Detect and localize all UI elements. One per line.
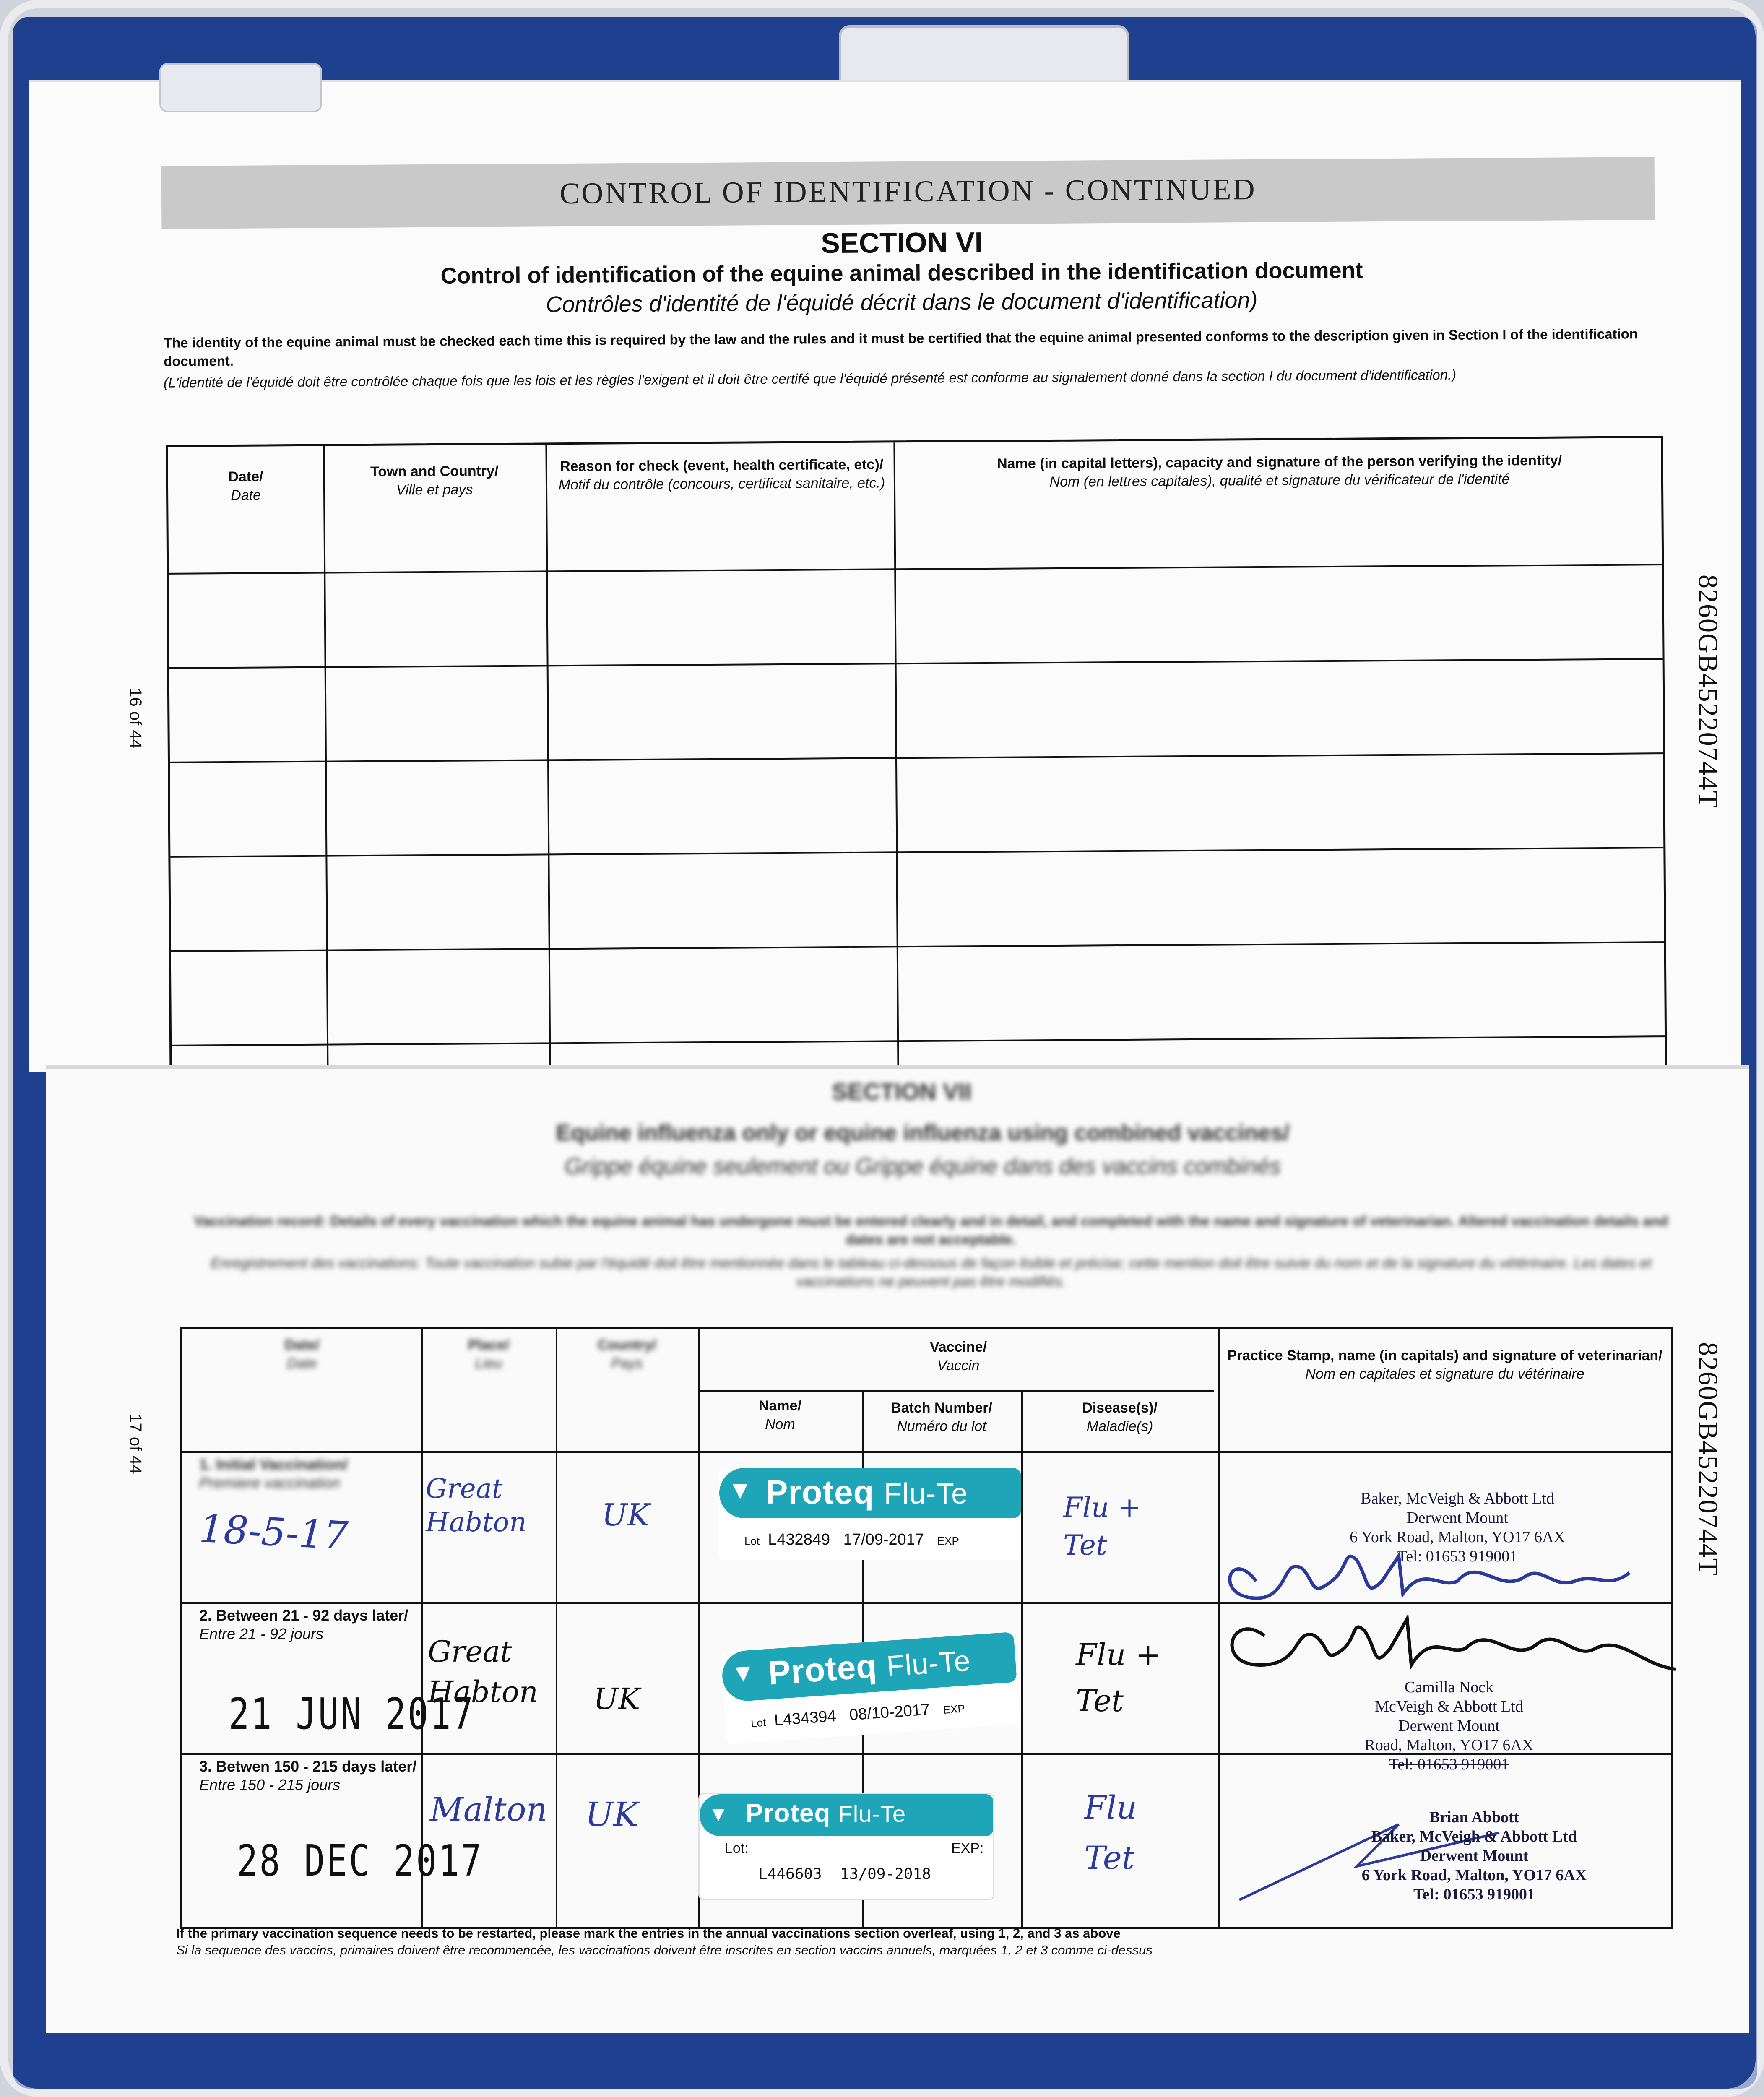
drop-icon: ▼ <box>708 1802 729 1826</box>
row3-place: Malton <box>430 1791 547 1829</box>
page-number-16: 16 of 44 <box>126 688 145 749</box>
page-tab <box>159 63 322 112</box>
col-reason: Reason for check (event, health certificate, etc)/ Motif du contrôle (concours, certificat sanitaire, etc.) <box>558 456 885 493</box>
section-title: SECTION VI <box>821 226 983 260</box>
row3-disease: Flu Tet <box>1084 1789 1137 1876</box>
sticker-lot: L446603 13/09-2018 <box>758 1865 931 1883</box>
row2-date: 21 JUN 2017 <box>229 1689 475 1739</box>
row2-place: Great Habton <box>428 1634 538 1709</box>
col-town: Town and Country/ Ville et pays <box>370 463 499 498</box>
header-band <box>161 157 1655 229</box>
sticker-lot: Lot L432849 17/09-2017 EXP <box>744 1531 959 1548</box>
sticker-brand: Proteq Flu-Te <box>765 1473 968 1511</box>
intro-en: The identity of the equine animal must be checked each time this is required by the law and the rules and it must be certified that the equine animal presented conforms to the description given in Section I of the identification document. <box>163 326 1638 369</box>
drop-icon: ▼ <box>729 1658 757 1688</box>
row1-disease: Flu + Tet <box>1063 1491 1141 1561</box>
row2-signature <box>1206 1602 1692 1686</box>
identification-table <box>166 436 1667 1082</box>
vacc-intro-fr: Enregistrement des vaccinations: Toute vaccination subie par l'équidé doit être mentionnée dans le tableau ci-dessous de façon lisible et précise; cette mention doit être suivie du nom et de la signature du vétérinaire. Les dates et vaccinations ne peuvent pas être modifiés. <box>211 1255 1652 1290</box>
sticker-exp-label: EXP: <box>951 1840 984 1856</box>
col-vaccine: Vaccine/ Vaccin <box>929 1339 987 1374</box>
row2-label: 2. Between 21 - 92 days later/ Entre 21 - 92 jours <box>199 1607 408 1642</box>
vacc-title-fr: Grippe équine seulement ou Grippe équine dans des vaccins combinés <box>564 1154 1281 1179</box>
row1-place: Great Habton <box>426 1473 527 1538</box>
col-vacc-country: Country/ Pays <box>598 1337 656 1371</box>
title-en: Control of identification of the equine animal described in the identification document <box>440 258 1363 289</box>
row1-date: 18-5-17 <box>198 1506 349 1559</box>
col-vacc-place: Place/ Lieu <box>468 1337 510 1371</box>
row2-stamp: Camilla Nock McVeigh & Abbott Ltd Derwent Mount Road, Malton, YO17 6AX Tel: 01653 919001 <box>1364 1678 1534 1773</box>
vacc-title-en: Equine influenza only or equine influenza using combined vaccines/ <box>556 1120 1290 1145</box>
band-title: CONTROL OF IDENTIFICATION - CONTINUED <box>559 172 1257 211</box>
row1-country: UK <box>602 1497 650 1532</box>
row2-disease: Flu + Tet <box>1076 1637 1161 1718</box>
row3-stamp: Brian Abbott Baker, McVeigh & Abbott Ltd Derwent Mount 6 York Road, Malton, YO17 6AX Tel: 01653 919001 <box>1361 1808 1587 1903</box>
row1-stamp: Baker, McVeigh & Abbott Ltd Derwent Mount 6 York Road, Malton, YO17 6AX Tel: 01653 919001 <box>1350 1490 1565 1565</box>
footnote: If the primary vaccination sequence needs to be restarted, please mark the entries in the annual vaccinations section overleaf, using 1, 2, and 3 as above Si la sequence des vaccins, primaires doivent être recommencée, les vaccinations doivent être inscrites en section vaccins annuels, marquées 1, 2 et 3 comme ci-dessus <box>176 1926 1153 1957</box>
sticker-brand: Proteq Flu-Te <box>746 1799 906 1828</box>
col-date: Date/ Date <box>228 468 263 503</box>
intro-fr: (L'identité de l'équidé doit être contrôlée chaque fois que les lois et les règles l'exigent et il doit être certifé que l'équidé présenté est conforme au signalement donné dans la section I du document d'identification.) <box>163 367 1457 390</box>
row3-date: 28 DEC 2017 <box>237 1836 484 1886</box>
doc-id-bottom: 8260GB45220744T <box>1693 1342 1723 1576</box>
col-disease: Disease(s)/ Maladie(s) <box>1082 1400 1158 1434</box>
sticker-lot-label: Lot: <box>725 1840 749 1856</box>
row2-sticker <box>721 1632 1020 1744</box>
col-verifier: Name (in capital letters), capacity and signature of the person verifying the identity/ Nom (en lettres capitales), qualité et signature du vérificateur de l'identité <box>997 452 1562 490</box>
drop-icon: ▼ <box>728 1476 753 1504</box>
col-vacc-name: Name/ Nom <box>758 1398 802 1432</box>
title-fr: Contrôles d'identité de l'équidé décrit dans le document d'identification) <box>546 287 1258 317</box>
col-batch: Batch Number/ Numéro du lot <box>891 1400 992 1434</box>
row3-sticker <box>698 1793 994 1900</box>
row1-sticker <box>719 1468 1021 1560</box>
row3-country: UK <box>585 1795 639 1834</box>
row1-label: 1. Initial Vaccination/ Premiere vaccination <box>199 1456 348 1491</box>
row3-label: 3. Betwen 150 - 215 days later/ Entre 150 - 215 jours <box>199 1758 417 1793</box>
section-vii-title: SECTION VII <box>832 1078 972 1105</box>
col-vacc-date: Date/ Date <box>284 1337 320 1371</box>
row2-country: UK <box>593 1682 640 1716</box>
vacc-intro-en: Vaccination record: Details of every vaccination which the equine animal has undergone must be entered clearly and in detail, and completed with the name and signature of veterinarian. Altered vaccination details and dates are not acceptable. <box>194 1213 1668 1248</box>
vaccination-table <box>180 1327 1673 1929</box>
doc-id-top: 8260GB45220744T <box>1693 575 1723 809</box>
page-number-17: 17 of 44 <box>126 1413 145 1474</box>
sticker-lot: Lot L434394 08/10-2017 EXP <box>750 1701 965 1730</box>
sticker-brand: Proteq Flu-Te <box>767 1644 972 1692</box>
col-practice: Practice Stamp, name (in capitals) and signature of veterinarian/ Nom en capitales et signature du vétérinaire <box>1227 1348 1663 1382</box>
